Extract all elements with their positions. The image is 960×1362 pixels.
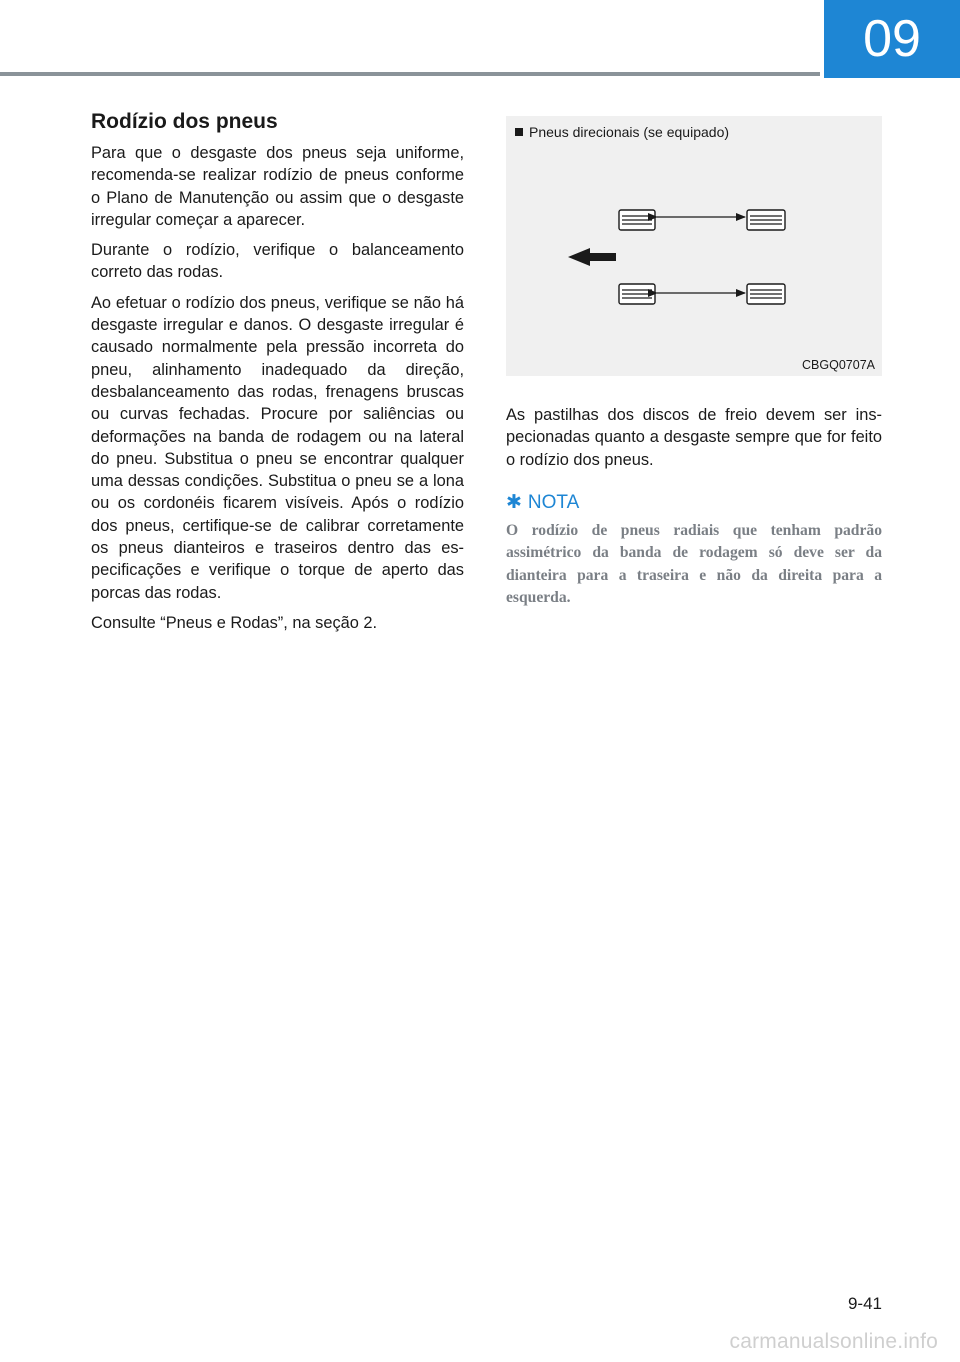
page-number: 9-41 <box>847 1294 882 1313</box>
brake-pads-paragraph: As pastilhas dos discos de freio devem ser inspecionadas quanto a desgaste sempre que for feito o rodízio dos pneus. <box>506 406 882 469</box>
chapter-tab: 09 <box>824 0 960 78</box>
paragraph-1: Para que o desgaste dos pneus seja uniforme, recomenda-se realizar rodízio de pneus conforme o Plano de Manutenção ou assim que o desgaste irregular começar a aparecer. <box>91 144 464 229</box>
left-column <box>91 110 464 642</box>
paragraph-3: Ao efetuar o rodízio dos pneus, verifique se não há desgaste irregular e danos. O desgaste irregular é causado normalmente pela pressão incorreta do pneu, alinhamento inadequado da direção, desbalanceamento das rodas, frenagens bruscas ou curvas fechadas. Procure por saliências ou deformações na banda de rodagem ou na lateral do pneu. Substitua o pneu se encontrar qualquer uma dessas condições. Substitua o pneu se a lona ou os cordonéis ficarem visíveis. Após o rodízio dos pneus, certifique-se de calibrar corretamente os pneus dianteiros e traseiros dentro das especificações e verifique o torque de aperto das porcas das rodas. <box>91 293 464 602</box>
tire-rotation-diagram <box>506 116 882 376</box>
tire-front-right <box>619 284 655 304</box>
figure-caption-text: Pneus direcionais (se equipado) <box>529 124 730 140</box>
paragraph-2: Durante o rodízio, verifique o balanceamento correto das rodas. <box>91 241 464 282</box>
watermark: carmanualsonline.info <box>729 1330 938 1353</box>
figure-code: CBGQ0707A <box>802 358 875 372</box>
note-text: O rodízio de pneus radiais que tenham padrão assimétrico da banda de rodagem só deve ser da dianteira para a traseira e não da direita para a esquerda. <box>506 521 882 607</box>
tire-rear-left <box>747 210 785 230</box>
section-title: Rodízio dos pneus <box>91 110 278 133</box>
note-heading <box>506 491 882 514</box>
asterisk-icon: ✱ <box>506 491 522 513</box>
tire-rotation-figure <box>506 116 882 376</box>
right-column <box>506 116 882 610</box>
paragraph-4: Consulte “Pneus e Rodas”, na seção 2. <box>91 613 378 632</box>
tire-rear-right <box>747 284 785 304</box>
header-rule <box>0 72 820 76</box>
forward-direction-arrow-icon <box>568 248 616 266</box>
tire-front-left <box>619 210 655 230</box>
note-title-text: NOTA <box>527 491 580 513</box>
